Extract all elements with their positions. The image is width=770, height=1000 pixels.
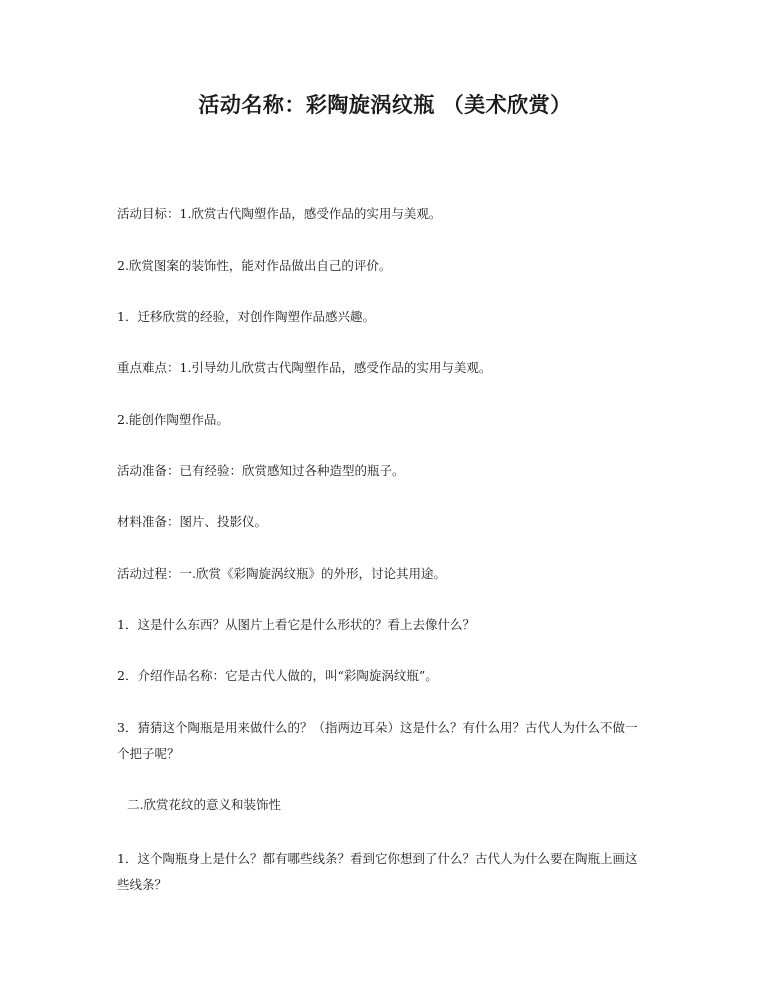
document-title: 活动名称：彩陶旋涡纹瓶 （美术欣赏） — [198, 92, 572, 117]
paragraph-key-points: 重点难点：1.引导幼儿欣赏古代陶塑作品，感受作品的实用与美观。 — [117, 360, 492, 375]
paragraph-key-points-2: 2.能创作陶塑作品。 — [117, 412, 229, 427]
paragraph-goal-3: 1．迁移欣赏的经验，对创作陶塑作品感兴趣。 — [117, 309, 375, 324]
paragraph-materials: 材料准备：图片、投影仪。 — [117, 514, 268, 529]
paragraph-step-2: 2．介绍作品名称：它是古代人做的，叫“彩陶旋涡纹瓶”。 — [117, 668, 438, 683]
paragraph-section-2-step-1: 1．这个陶瓶身上是什么？都有哪些线条？看到它你想到了什么？古代人为什么要在陶瓶上画这些线条？ — [117, 851, 638, 892]
paragraph-step-3: 3．猜猜这个陶瓶是用来做什么的？（指两边耳朵）这是什么？有什么用？古代人为什么不做一个把子呢？ — [117, 720, 638, 761]
paragraph-goal-2: 2.欣赏图案的装饰性，能对作品做出自己的评价。 — [117, 258, 392, 273]
paragraph-preparation: 活动准备：已有经验：欣赏感知过各种造型的瓶子。 — [117, 463, 405, 478]
paragraph-step-1: 1．这是什么东西？从图片上看它是什么形状的？看上去像什么？ — [117, 617, 475, 632]
paragraph-process: 活动过程：一.欣赏《彩陶旋涡纹瓶》的外形，讨论其用途。 — [117, 566, 446, 581]
paragraph-section-2: 二.欣赏花纹的意义和装饰性 — [127, 797, 281, 812]
paragraph-activity-goal: 活动目标：1.欣赏古代陶塑作品，感受作品的实用与美观。 — [117, 206, 442, 221]
